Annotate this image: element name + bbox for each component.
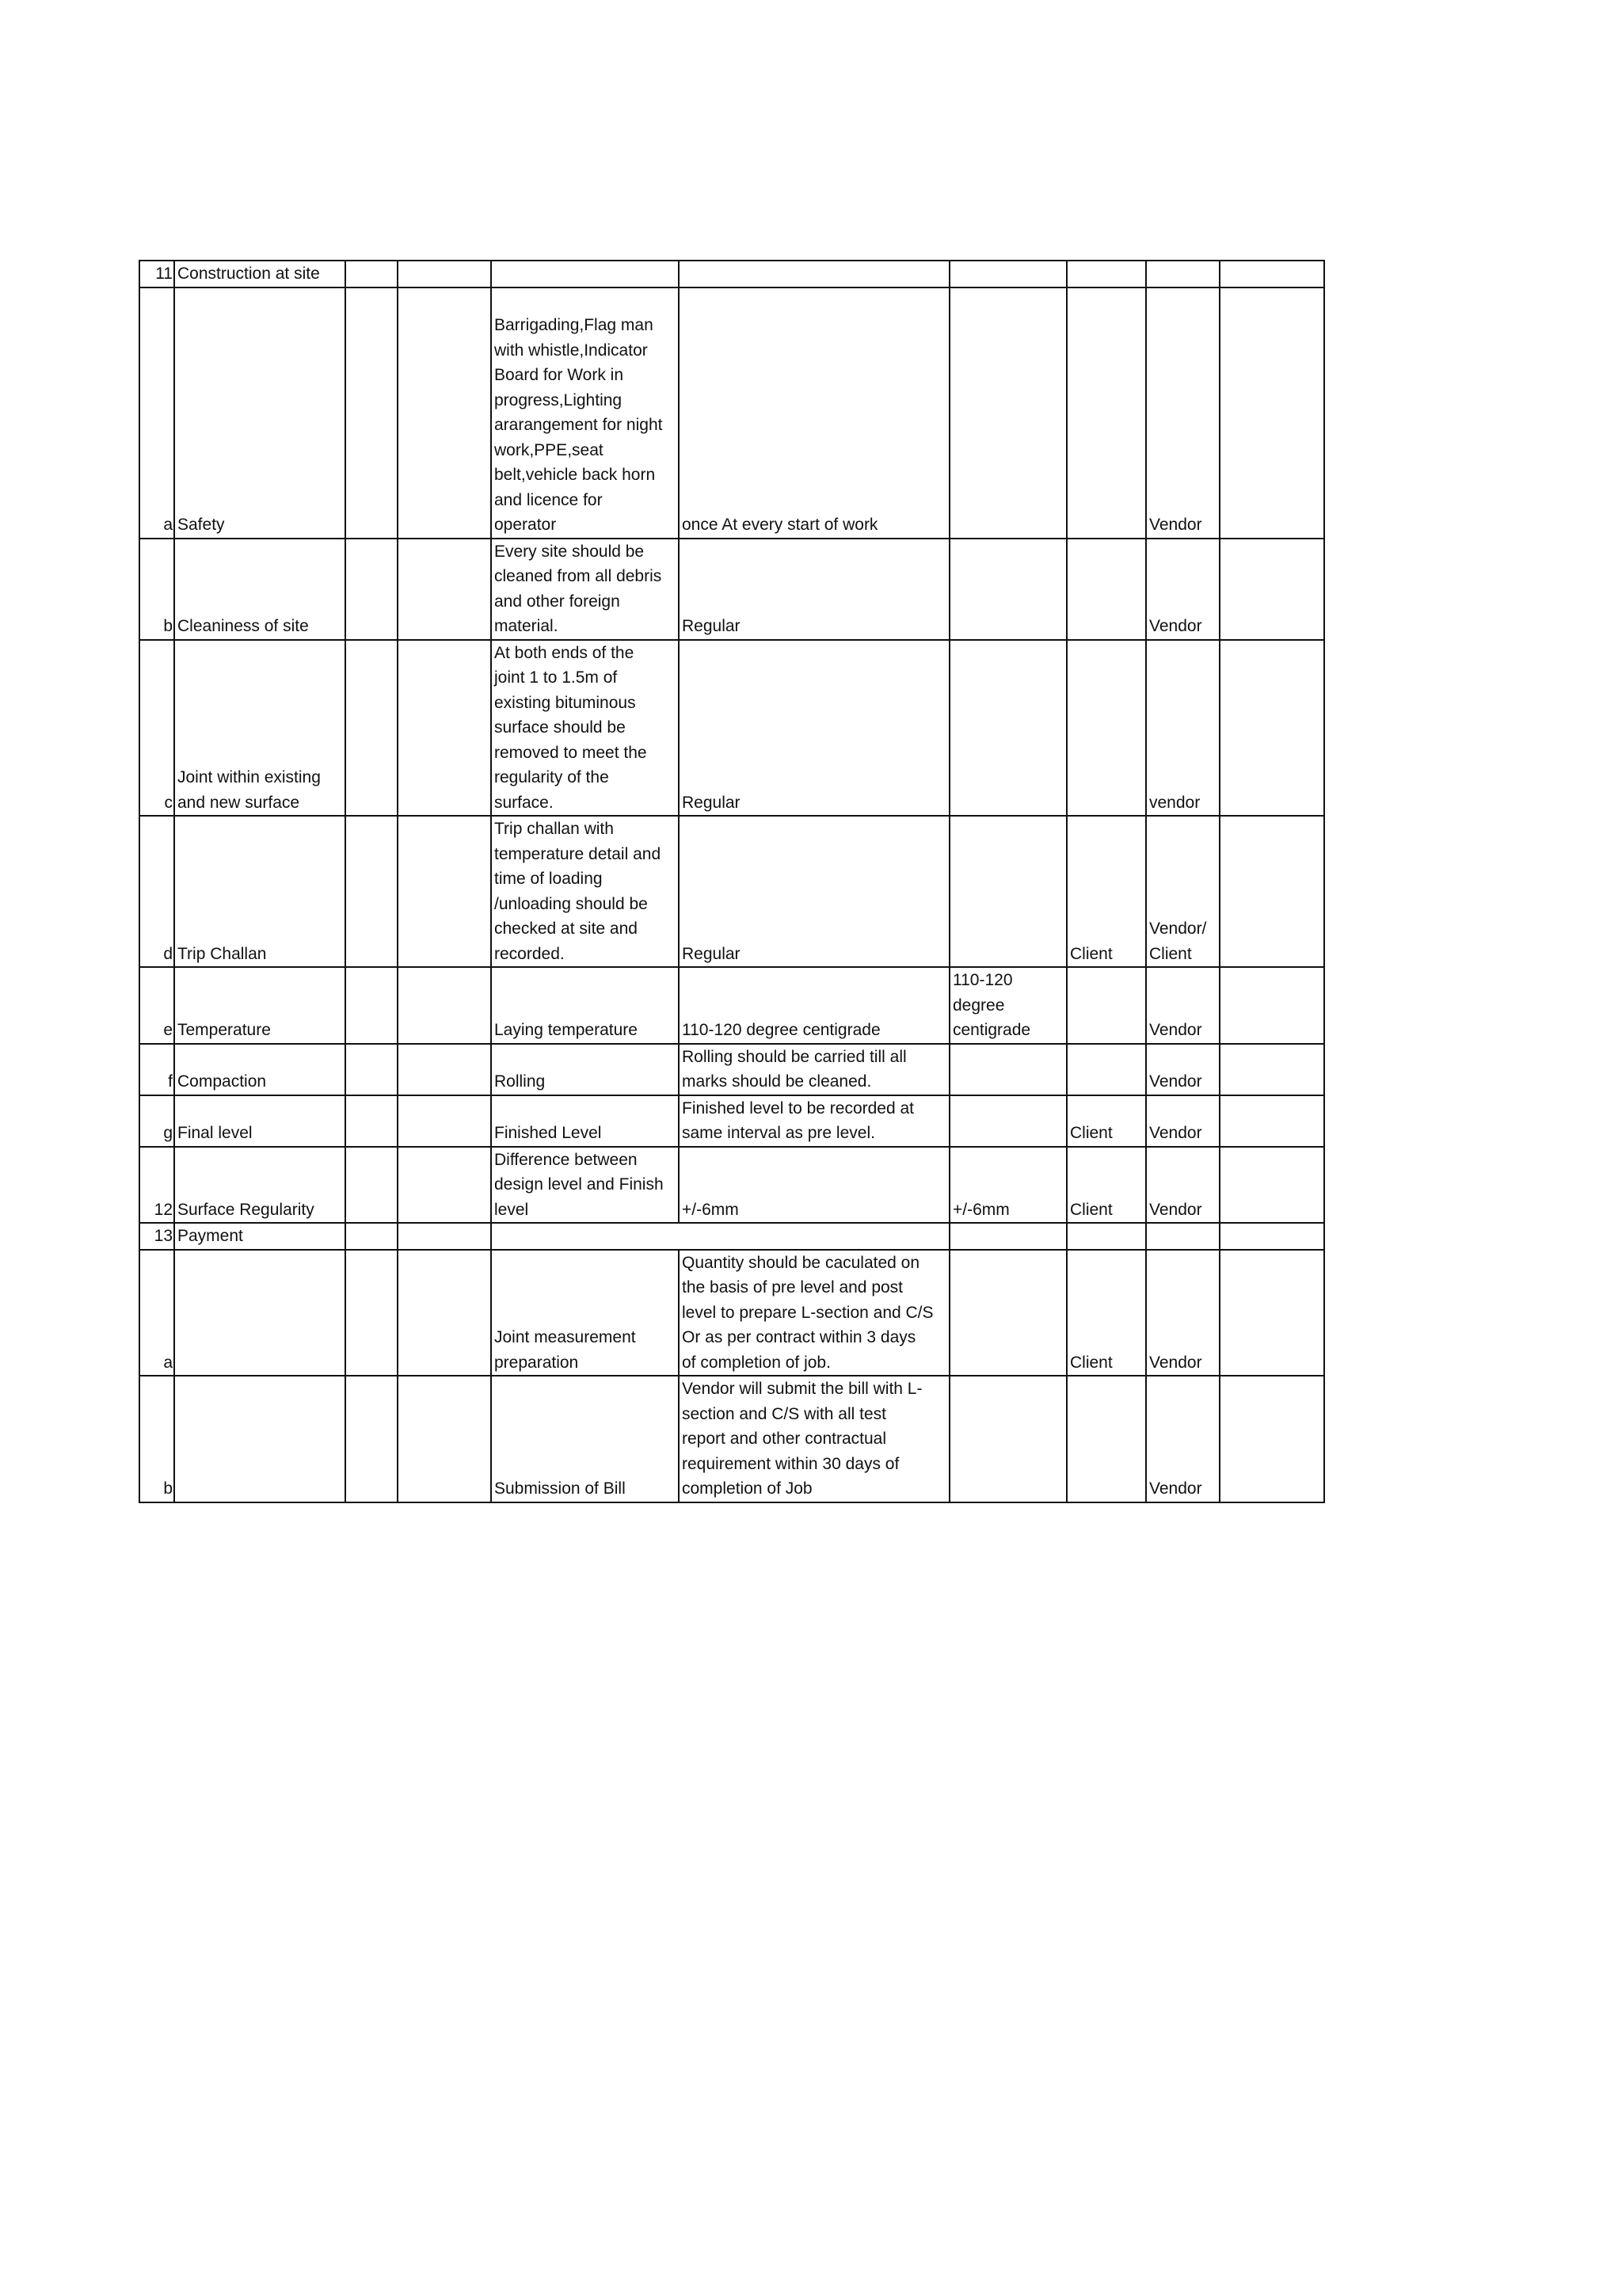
checklist-table — [139, 260, 1325, 1503]
cell-remarks — [1220, 640, 1324, 817]
cell-blank-col-3 — [345, 1250, 398, 1376]
cell-acceptance-value — [950, 287, 1067, 539]
cell-remarks — [1220, 539, 1324, 640]
cell-witness — [1067, 261, 1146, 287]
cell-item-number: 12 — [139, 1147, 174, 1224]
cell-blank-col-3 — [345, 1044, 398, 1095]
cell-frequency-criteria: Quantity should be caculated on the basis of pre level and post level to prepare L-section and C/S Or as per contract within 3 days of completion of job. — [679, 1250, 950, 1376]
cell-blank-col-4 — [398, 967, 491, 1044]
table-row — [139, 1250, 1324, 1376]
cell-parameter: Finished Level — [491, 1095, 679, 1147]
cell-item-description: Compaction — [174, 1044, 345, 1095]
cell-blank-col-4 — [398, 1376, 491, 1502]
cell-frequency-criteria — [679, 261, 950, 287]
cell-remarks — [1220, 967, 1324, 1044]
cell-blank-col-4 — [398, 1044, 491, 1095]
cell-responsibility: Vendor — [1146, 1250, 1220, 1376]
table-row — [139, 1223, 1324, 1250]
cell-responsibility: Vendor — [1146, 1147, 1220, 1224]
cell-parameter: Laying temperature — [491, 967, 679, 1044]
cell-parameter — [491, 1223, 679, 1250]
cell-parameter: Trip challan with temperature detail and time of loading /unloading should be checked at site and recorded. — [491, 816, 679, 967]
cell-parameter: Every site should be cleaned from all debris and other foreign material. — [491, 539, 679, 640]
cell-remarks — [1220, 287, 1324, 539]
cell-item-description: Payment — [174, 1223, 345, 1250]
cell-acceptance-value: +/-6mm — [950, 1147, 1067, 1224]
cell-item-number: 11 — [139, 261, 174, 287]
cell-item-description: Construction at site — [174, 261, 345, 287]
cell-item-number: c — [139, 640, 174, 817]
cell-responsibility: Vendor — [1146, 1044, 1220, 1095]
cell-acceptance-value — [950, 816, 1067, 967]
table-row — [139, 1044, 1324, 1095]
cell-parameter: Rolling — [491, 1044, 679, 1095]
cell-item-number: g — [139, 1095, 174, 1147]
table-row — [139, 1147, 1324, 1224]
cell-acceptance-value — [950, 1376, 1067, 1502]
cell-witness: Client — [1067, 1147, 1146, 1224]
cell-witness — [1067, 1044, 1146, 1095]
cell-parameter: Joint measurement preparation — [491, 1250, 679, 1376]
table-row — [139, 261, 1324, 287]
table-row — [139, 816, 1324, 967]
cell-acceptance-value — [950, 261, 1067, 287]
cell-witness: Client — [1067, 816, 1146, 967]
cell-item-description: Final level — [174, 1095, 345, 1147]
table-row — [139, 1095, 1324, 1147]
cell-responsibility — [1146, 1223, 1220, 1250]
cell-acceptance-value — [950, 640, 1067, 817]
cell-frequency-criteria — [679, 1223, 950, 1250]
cell-item-description: Safety — [174, 287, 345, 539]
cell-item-number: e — [139, 967, 174, 1044]
cell-frequency-criteria: once At every start of work — [679, 287, 950, 539]
cell-parameter: Difference between design level and Finish level — [491, 1147, 679, 1224]
cell-acceptance-value — [950, 1223, 1067, 1250]
cell-responsibility: Vendor/ Client — [1146, 816, 1220, 967]
cell-blank-col-4 — [398, 1095, 491, 1147]
cell-acceptance-value — [950, 1095, 1067, 1147]
cell-remarks — [1220, 1223, 1324, 1250]
cell-witness: Client — [1067, 1250, 1146, 1376]
cell-item-number: a — [139, 287, 174, 539]
cell-item-description: Cleaniness of site — [174, 539, 345, 640]
cell-parameter: At both ends of the joint 1 to 1.5m of existing bituminous surface should be removed to meet the regularity of the surface. — [491, 640, 679, 817]
cell-witness — [1067, 967, 1146, 1044]
cell-remarks — [1220, 816, 1324, 967]
cell-item-description — [174, 1250, 345, 1376]
cell-item-number: a — [139, 1250, 174, 1376]
cell-frequency-criteria: Vendor will submit the bill with L- section and C/S with all test report and other contractual requirement within 30 days of completion of Job — [679, 1376, 950, 1502]
cell-frequency-criteria: Regular — [679, 539, 950, 640]
cell-blank-col-3 — [345, 816, 398, 967]
cell-witness: Client — [1067, 1095, 1146, 1147]
cell-item-number: b — [139, 539, 174, 640]
cell-remarks — [1220, 261, 1324, 287]
cell-acceptance-value — [950, 1250, 1067, 1376]
cell-blank-col-3 — [345, 261, 398, 287]
cell-frequency-criteria: +/-6mm — [679, 1147, 950, 1224]
cell-item-description: Surface Regularity — [174, 1147, 345, 1224]
cell-witness — [1067, 287, 1146, 539]
cell-frequency-criteria: 110-120 degree centigrade — [679, 967, 950, 1044]
cell-responsibility: Vendor — [1146, 539, 1220, 640]
cell-item-number: b — [139, 1376, 174, 1502]
table-row — [139, 287, 1324, 539]
table-row — [139, 640, 1324, 817]
cell-witness — [1067, 1223, 1146, 1250]
cell-responsibility: Vendor — [1146, 1095, 1220, 1147]
cell-remarks — [1220, 1044, 1324, 1095]
cell-blank-col-4 — [398, 1223, 491, 1250]
cell-item-number: 13 — [139, 1223, 174, 1250]
cell-remarks — [1220, 1147, 1324, 1224]
cell-blank-col-4 — [398, 539, 491, 640]
cell-remarks — [1220, 1095, 1324, 1147]
cell-blank-col-4 — [398, 816, 491, 967]
cell-responsibility — [1146, 261, 1220, 287]
cell-responsibility: Vendor — [1146, 1376, 1220, 1502]
cell-blank-col-4 — [398, 261, 491, 287]
cell-responsibility: Vendor — [1146, 967, 1220, 1044]
cell-acceptance-value — [950, 539, 1067, 640]
cell-blank-col-4 — [398, 1147, 491, 1224]
cell-blank-col-3 — [345, 967, 398, 1044]
cell-blank-col-3 — [345, 539, 398, 640]
cell-frequency-criteria: Rolling should be carried till all marks should be cleaned. — [679, 1044, 950, 1095]
cell-blank-col-3 — [345, 287, 398, 539]
cell-blank-col-4 — [398, 640, 491, 817]
cell-blank-col-3 — [345, 640, 398, 817]
table-row — [139, 1376, 1324, 1502]
table-body — [139, 261, 1324, 1502]
cell-remarks — [1220, 1250, 1324, 1376]
table-row — [139, 539, 1324, 640]
cell-acceptance-value — [950, 1044, 1067, 1095]
cell-parameter: Submission of Bill — [491, 1376, 679, 1502]
cell-item-description — [174, 1376, 345, 1502]
cell-responsibility: Vendor — [1146, 287, 1220, 539]
cell-witness — [1067, 539, 1146, 640]
cell-parameter — [491, 261, 679, 287]
cell-blank-col-4 — [398, 287, 491, 539]
cell-item-description: Trip Challan — [174, 816, 345, 967]
cell-item-number: f — [139, 1044, 174, 1095]
cell-frequency-criteria: Finished level to be recorded at same interval as pre level. — [679, 1095, 950, 1147]
cell-frequency-criteria: Regular — [679, 816, 950, 967]
cell-item-number: d — [139, 816, 174, 967]
cell-item-description: Temperature — [174, 967, 345, 1044]
cell-parameter: Barrigading,Flag man with whistle,Indicator Board for Work in progress,Lighting ararangement for night work,PPE,seat belt,vehicle back horn and licence for operator — [491, 287, 679, 539]
cell-responsibility: vendor — [1146, 640, 1220, 817]
cell-witness — [1067, 640, 1146, 817]
cell-witness — [1067, 1376, 1146, 1502]
cell-blank-col-4 — [398, 1250, 491, 1376]
cell-frequency-criteria: Regular — [679, 640, 950, 817]
cell-blank-col-3 — [345, 1376, 398, 1502]
cell-blank-col-3 — [345, 1147, 398, 1224]
cell-blank-col-3 — [345, 1095, 398, 1147]
table-row — [139, 967, 1324, 1044]
cell-acceptance-value: 110-120 degree centigrade — [950, 967, 1067, 1044]
cell-item-description: Joint within existing and new surface — [174, 640, 345, 817]
cell-blank-col-3 — [345, 1223, 398, 1250]
cell-remarks — [1220, 1376, 1324, 1502]
